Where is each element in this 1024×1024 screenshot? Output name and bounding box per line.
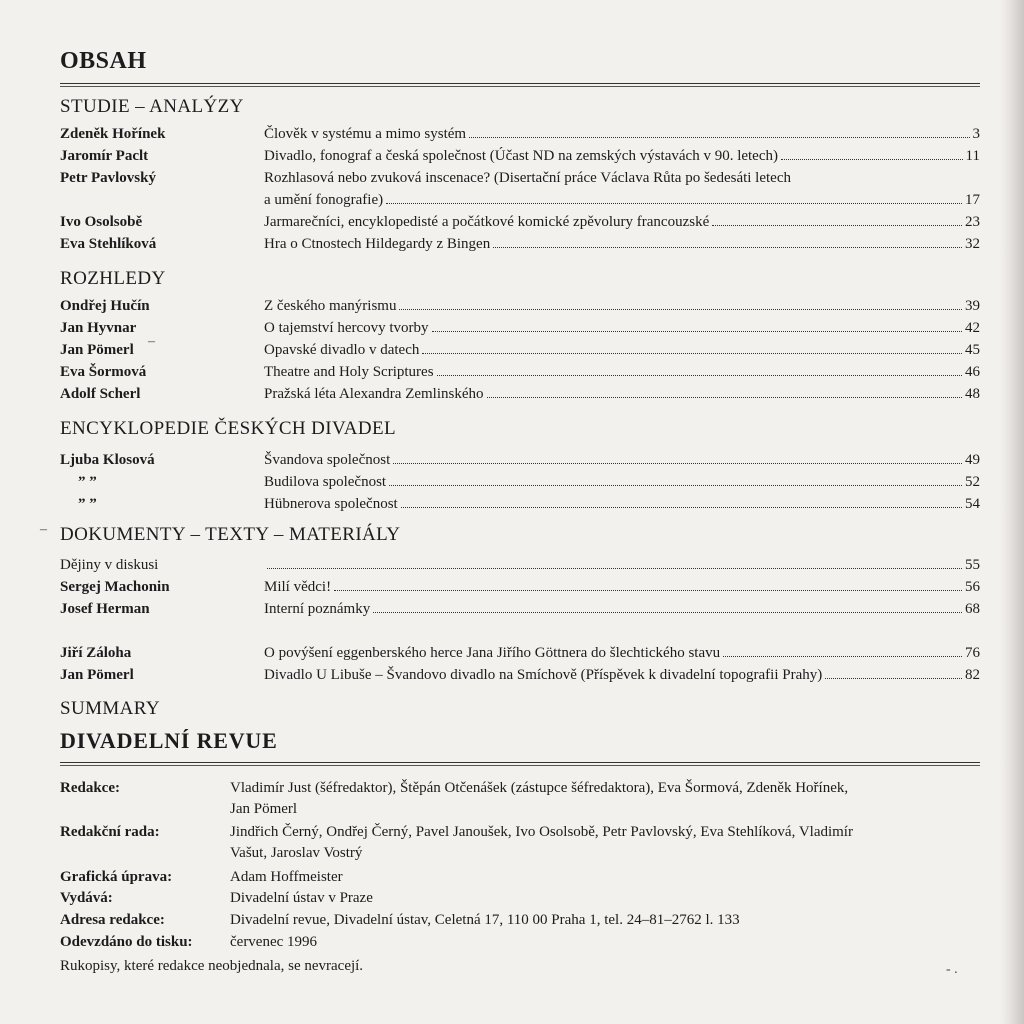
- toc-entry: [60, 598, 980, 620]
- credit-label: Grafická úprava:: [60, 869, 173, 885]
- binding-edge: [1000, 0, 1024, 1024]
- credit-value: Divadelní revue, Divadelní ústav, Celetná 17, 110 00 Praha 1, tel. 24–81–2762 l. 133: [230, 912, 740, 928]
- dot-leader: [781, 145, 963, 160]
- entry-title: Divadlo, fonograf a česká společnost (Účast ND na zemských výstavách v 90. letech): [264, 148, 778, 164]
- dot-leader: [373, 598, 962, 613]
- toc-entry: [60, 233, 980, 255]
- entry-title: Člověk v systému a mimo systém: [264, 126, 467, 142]
- margin-mark: –: [148, 334, 155, 349]
- section-heading-encyklopedie: ENCYKLOPEDIE ČESKÝCH DIVADEL: [60, 418, 396, 439]
- entry-author: Petr Pavlovský: [60, 170, 156, 186]
- entry-page: 82: [965, 667, 980, 683]
- entry-author: Zdeněk Hořínek: [60, 126, 166, 142]
- dot-leader: [386, 189, 962, 204]
- dot-leader: [334, 576, 962, 591]
- entry-author: Dějiny v diskusi: [60, 557, 159, 573]
- entry-author-ditto: ” ”: [78, 474, 97, 490]
- entry-author: Eva Šormová: [60, 364, 147, 380]
- credit-value: Divadelní ústav v Praze: [230, 890, 373, 906]
- entry-title: Pražská léta Alexandra Zemlinského: [264, 386, 484, 402]
- toc-entry: [60, 361, 980, 383]
- entry-author: Jiří Záloha: [60, 645, 132, 661]
- toc-entry: [60, 576, 980, 598]
- entry-page: 68: [965, 601, 980, 617]
- entry-author: Sergej Machonin: [60, 579, 170, 595]
- credit-label: Adresa redakce:: [60, 912, 165, 928]
- credit-label: Redakční rada:: [60, 824, 160, 840]
- dot-leader: [422, 339, 962, 354]
- entry-author-ditto: ” ”: [78, 496, 97, 512]
- dot-leader: [432, 317, 962, 332]
- credit-value-cont: Vašut, Jaroslav Vostrý: [230, 845, 363, 861]
- section-heading-summary: SUMMARY: [60, 698, 160, 719]
- toc-entry: [60, 295, 980, 317]
- revue-title: DIVADELNÍ REVUE: [60, 728, 278, 753]
- toc-entry-continued: [60, 189, 980, 211]
- credit-value: červenec 1996: [230, 934, 318, 950]
- entry-page: 45: [965, 342, 980, 358]
- entry-title: Opavské divadlo v datech: [264, 342, 420, 358]
- entry-title: O povýšení eggenberského herce Jana Jiřího Göttnera do šlechtického stavu: [264, 645, 721, 661]
- dot-leader: [437, 361, 962, 376]
- toc-entry: [60, 554, 980, 576]
- entry-title: Rozhlasová nebo zvuková inscenace? (Disertační práce Václava Růta po šedesáti letech: [264, 170, 791, 186]
- entry-author: Ljuba Klosová: [60, 452, 155, 468]
- entry-author: Jan Hyvnar: [60, 320, 137, 336]
- entry-page: 46: [965, 364, 980, 380]
- dot-leader: [487, 383, 962, 398]
- margin-mark: - .: [946, 962, 958, 977]
- toc-entry: [60, 449, 980, 471]
- entry-page: 17: [965, 192, 980, 208]
- entry-page: 23: [965, 214, 980, 230]
- dot-leader: [825, 664, 962, 679]
- dot-leader: [401, 493, 962, 508]
- toc-entry: [60, 642, 980, 664]
- dot-leader: [267, 554, 962, 569]
- toc-entry: [60, 211, 980, 233]
- entry-title: Theatre and Holy Scriptures: [264, 364, 434, 380]
- section-heading-dokumenty: DOKUMENTY – TEXTY – MATERIÁLY: [60, 524, 401, 545]
- toc-entry: [60, 383, 980, 405]
- section-heading-rozhledy: ROZHLEDY: [60, 268, 166, 289]
- entry-author: Ondřej Hučín: [60, 298, 150, 314]
- entry-title: Budilova společnost: [264, 474, 387, 490]
- entry-title-continued: a umění fonografie): [264, 192, 384, 208]
- credits-rule: [60, 762, 980, 766]
- dot-leader: [712, 211, 962, 226]
- entry-title: Interní poznámky: [264, 601, 371, 617]
- entry-title: Jarmarečníci, encyklopedisté a počátkové komické zpěvolury francouzské: [264, 214, 710, 230]
- credit-value: Jindřich Černý, Ondřej Černý, Pavel Janoušek, Ivo Osolsobě, Petr Pavlovský, Eva Stehlíková, Vladimír: [230, 824, 853, 840]
- entry-title: Hübnerova společnost: [264, 496, 398, 512]
- entry-title: Z českého manýrismu: [264, 298, 397, 314]
- dot-leader: [723, 642, 962, 657]
- credit-value: Adam Hoffmeister: [230, 869, 343, 885]
- entry-page: 52: [965, 474, 980, 490]
- manuscripts-note: Rukopisy, které redakce neobjednala, se nevracejí.: [60, 958, 364, 974]
- toc-entry: [60, 493, 980, 515]
- entry-author: Jan Pömerl: [60, 342, 134, 358]
- dot-leader: [393, 449, 962, 464]
- credit-value: Vladimír Just (šéfredaktor), Štěpán Otčenášek (zástupce šéfredaktora), Eva Šormová, Zdeněk Hořínek,: [230, 780, 849, 796]
- dot-leader: [469, 123, 969, 138]
- credit-label: Redakce:: [60, 780, 120, 796]
- toc-entry: [60, 317, 980, 339]
- entry-page: 11: [965, 148, 980, 164]
- toc-entry: [60, 123, 980, 145]
- toc-entry: [60, 471, 980, 493]
- toc-entry: [60, 664, 980, 686]
- entry-title: Hra o Ctnostech Hildegardy z Bingen: [264, 236, 491, 252]
- entry-author: Eva Stehlíková: [60, 236, 157, 252]
- heading-rule: [60, 83, 980, 87]
- toc-entry: [60, 167, 980, 189]
- dot-leader: [399, 295, 962, 310]
- entry-page: 49: [965, 452, 980, 468]
- entry-page: 42: [965, 320, 980, 336]
- entry-author: Adolf Scherl: [60, 386, 141, 402]
- entry-title: O tajemství hercovy tvorby: [264, 320, 429, 336]
- entry-title: Divadlo U Libuše – Švandovo divadlo na Smíchově (Příspěvek k divadelní topografii Prahy): [264, 667, 823, 683]
- entry-page: 32: [965, 236, 980, 252]
- toc-entry: [60, 145, 980, 167]
- section-heading-studie: STUDIE – ANALÝZY: [60, 96, 244, 117]
- entry-page: 39: [965, 298, 980, 314]
- entry-page: 48: [965, 386, 980, 402]
- entry-title: Švandova společnost: [264, 452, 391, 468]
- credit-label: Vydává:: [60, 890, 113, 906]
- entry-title: Milí vědci!: [264, 579, 332, 595]
- credit-value-cont: Jan Pömerl: [230, 801, 298, 817]
- entry-page: 3: [972, 126, 980, 142]
- credit-label: Odevzdáno do tisku:: [60, 934, 193, 950]
- toc-entry: [60, 339, 980, 361]
- entry-page: 55: [965, 557, 980, 573]
- entry-page: 56: [965, 579, 980, 595]
- margin-mark: –: [40, 522, 47, 537]
- dot-leader: [493, 233, 962, 248]
- entry-author: Jaromír Paclt: [60, 148, 149, 164]
- entry-author: Josef Herman: [60, 601, 150, 617]
- dot-leader: [389, 471, 962, 486]
- entry-page: 76: [965, 645, 980, 661]
- toc-heading: OBSAH: [60, 48, 147, 74]
- entry-author: Ivo Osolsobě: [60, 214, 143, 230]
- entry-page: 54: [965, 496, 980, 512]
- entry-author: Jan Pömerl: [60, 667, 134, 683]
